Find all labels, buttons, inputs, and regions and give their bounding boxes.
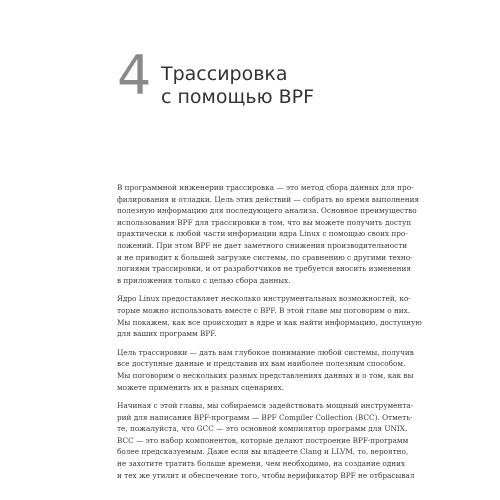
text-line: и тех же утилит и обеспечение того, чтобы верификатор BPF не отбрасывал	[117, 470, 415, 480]
paragraph	[117, 347, 414, 393]
text-line: использования BPF для трассировки в том, что вы можете получить доступ	[117, 217, 412, 227]
text-line: и не приводит к большей загрузке системы, по сравнению с другими техно-	[117, 252, 413, 262]
text-line: можете применить их в разных сценариях.	[117, 382, 284, 392]
text-line: более предсказуемым. Даже если вы владеете Clang и LLVM, то, вероятно,	[117, 447, 409, 457]
text-line: Мы покажем, как все происходит в ядре и как найти информацию, доступную	[117, 317, 422, 327]
text-line: рий для написания BPF-программ — BPF Compiler Collection (BCC). Отметь-	[117, 412, 413, 422]
text-line: Цель трассировки — дать вам глубокое понимание любой системы, получив	[117, 347, 414, 357]
chapter-title-line-2: с помощью BPF	[161, 86, 315, 108]
text-line: не захотите тратить больше времени, чем необходимо, на создание одних	[117, 459, 406, 469]
chapter-title	[161, 63, 314, 109]
text-line: для ваших программ BPF.	[117, 329, 217, 339]
text-line: торые можно использовать вместе с BPF. В этой главе мы поговорим о них.	[117, 305, 411, 315]
text-line: Ядро Linux предоставляет несколько инструментальных возможностей, ко-	[117, 294, 411, 304]
text-line: те, пожалуйста, что GCC — это основной компилятор программ для UNIX.	[117, 424, 408, 434]
body-text	[117, 182, 422, 488]
text-line: все доступные данные и представив их вам наиболее полезным способом.	[117, 359, 406, 369]
text-line: Мы поговорим о нескольких разных представлениях данных и о том, как вы	[117, 370, 414, 380]
text-line: филирования и отладки. Цель этих действий — собрать во время выполнения	[117, 194, 420, 204]
text-line: практически к любой части информации ядра Linux с помощью своих про-	[117, 229, 408, 239]
text-line: Начиная с этой главы, мы собираемся задействовать мощный инструмента-	[117, 401, 414, 411]
chapter-number: 4	[117, 44, 152, 107]
text-line: BCC — это набор компонентов, которые делают построение BPF-программ	[117, 435, 409, 445]
paragraph	[117, 293, 422, 339]
text-line: в приложения только с целью сбора данных.	[117, 275, 291, 285]
text-line: полезную информацию для последующего анализа. Основное преимущество	[117, 206, 417, 216]
chapter-title-line-1: Трассировка	[161, 63, 288, 85]
text-line: логиями трассировки, и от разработчиков не требуется вносить изменения	[117, 264, 411, 274]
paragraph	[117, 400, 415, 481]
text-line: ложений. При этом BPF не дает заметного снижения производительности	[117, 240, 408, 250]
text-line: В программной инженерии трассировка — это метод сбора данных для про-	[117, 183, 414, 192]
paragraph	[117, 182, 420, 286]
